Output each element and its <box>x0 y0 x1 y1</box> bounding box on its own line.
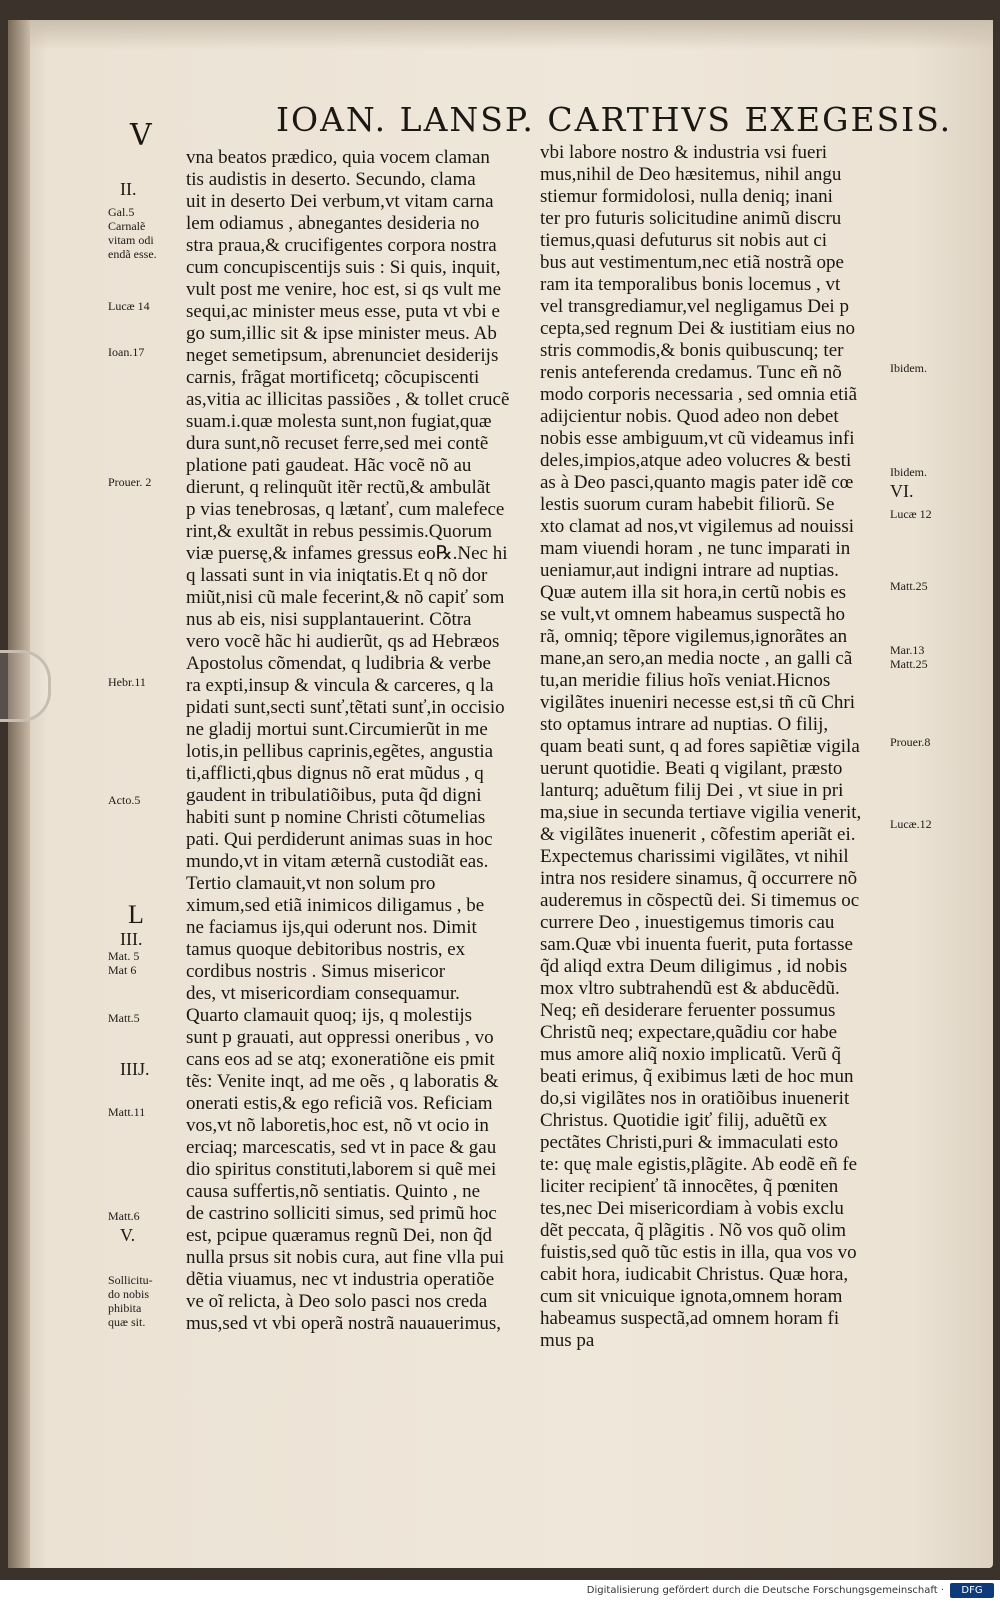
text-line: vos,vt nõ laboretis,hoc est, nõ vt ocio in <box>186 1115 489 1136</box>
text-line: vbi labore nostro & industria vsi fueri <box>540 142 828 163</box>
text-line: renis anteferenda credamus. Tunc eñ nõ <box>540 362 842 383</box>
text-line: Quarto clamauit quoq; ijs, q molestijs <box>186 1005 473 1026</box>
text-line: fuistis,sed quõ tũc estis in illa, qua vos vo <box>540 1242 857 1263</box>
text-line: bus aut vestimentum,nec etiã nostrã ope <box>540 252 844 273</box>
text-line: cans eos ad se atq; exoneratiõne eis pmit <box>186 1049 495 1070</box>
margin-note: Matt.25 <box>890 579 928 593</box>
text-line: des, vt misericordiam consequamur. <box>186 983 460 1004</box>
margin-note: VI. <box>890 481 914 501</box>
text-line: mam viuendi horam , ne tunc imparati in <box>540 538 851 559</box>
text-line: carnis, frãgat mortificetq; cõcupiscenti <box>186 367 480 388</box>
text-line: vna beatos prædico, quia vocem claman <box>186 147 490 168</box>
text-line: vult post me venire, hoc est, si qs vult me <box>186 279 502 300</box>
footer-bar <box>0 1580 1000 1602</box>
text-line: platione pati gaudeat. Hãc vocẽ nõ au <box>186 455 472 476</box>
text-line: Neq; eñ desiderare feruenter possumus <box>540 1000 836 1021</box>
text-line: dura sunt,nõ recuset ferre,sed mei contẽ <box>186 433 489 454</box>
funding-note: Digitalisierung gefördert durch die Deutsche Forschungsgemeinschaft · <box>586 1585 944 1596</box>
text-line: cordibus nostris . Simus misericor <box>186 961 446 982</box>
text-line: gaudent in tribulatiõibus, puta q̃d digni <box>186 785 482 806</box>
text-line: stiemur formidolosi, nulla deniq; inani <box>540 186 833 207</box>
text-line: Tertio clamauit,vt non solum pro <box>186 873 436 894</box>
text-line: habeamus suspectã,ad omnem horam fi <box>540 1308 840 1329</box>
margin-note: Mat. 5 <box>108 949 140 963</box>
text-line: Expectemus charissimi vigilãtes, vt nihil <box>540 846 849 867</box>
text-line: Christũ neq; expectare,quãdiu cor habe <box>540 1022 838 1043</box>
text-line: tiemus,quasi defuturus sit nobis aut ci <box>540 230 828 251</box>
text-line: tu,an meridie filius hoĩs veniat.Hicnos <box>540 670 831 691</box>
text-line: Christus. Quotidie igiť filij, aduẽtũ ex <box>540 1110 828 1131</box>
text-line: Quæ autem illa sit hora,in certũ nobis es <box>540 582 847 603</box>
text-line: liciter recipienť tã innocẽtes, q̃ pœniten <box>540 1176 839 1197</box>
text-line: stris commodis,& bonis quibuscunq; ter <box>540 340 844 361</box>
text-line: ueniamur,aut indigni intrare ad nuptias. <box>540 560 839 581</box>
margin-note: Hebr.11 <box>108 675 146 689</box>
text-line: habiti sunt p nomine Christi cõtumelias <box>186 807 486 828</box>
running-title: IOAN. LANSP. CARTHVS EXEGESIS. <box>276 100 953 139</box>
text-line: ram ita temporalibus bonis locemus , vt <box>540 274 841 295</box>
text-column-left <box>186 147 522 1335</box>
text-line: suam.i.quæ molesta sunt,non fugiat,quæ <box>186 411 492 432</box>
margin-note: Matt.11 <box>108 1105 146 1119</box>
text-line: modo corporis necessaria , sed omnia etiã <box>540 384 858 405</box>
text-line: deles,impios,atque adeo volucres & besti <box>540 450 852 471</box>
text-line: rã, omniq; tẽpore vigilemus,ignorãtes an <box>540 626 848 647</box>
text-line: tẽs: Venite inqt, ad me oẽs , q laboratis & <box>186 1071 499 1092</box>
margin-note: Matt.5 <box>108 1011 140 1025</box>
text-line: adijcientur nobis. Quod adeo non debet <box>540 406 839 427</box>
text-line: dẽt peccata, q̃ plãgitis . Nõ vos quõ olim <box>540 1220 847 1241</box>
margin-note: Mat 6 <box>108 963 137 977</box>
margin-note: Acto.5 <box>108 793 141 807</box>
text-line: sunt p grauati, aut oppressi oneribus , vo <box>186 1027 494 1048</box>
text-line: se vult,vt omnem habeamus suspectã ho <box>540 604 845 625</box>
dfg-logo: DFG <box>950 1583 994 1598</box>
margin-note: III. <box>120 929 143 949</box>
text-line: p vias tenebrosas, q lætanť, cum malefece <box>186 499 505 520</box>
text-line: lanturq; aduẽtum filij Dei , vt siue in pri <box>540 780 844 801</box>
page-gutter <box>8 20 30 1568</box>
margin-note: Prouer.8 <box>890 735 931 749</box>
margin-note: Matt.25 <box>890 657 928 671</box>
margin-note: quæ sit. <box>108 1315 146 1329</box>
text-line: currere Deo , inuestigemus timoris cau <box>540 912 835 933</box>
margin-note: Gal.5 <box>108 205 135 219</box>
text-line: lotis,in pellibus caprinis,egẽtes, angustia <box>186 741 494 762</box>
text-line: sto optamus intrare ad nuptias. O filij, <box>540 714 829 735</box>
text-line: lem odiamus , abnegantes desideria no <box>186 213 480 234</box>
margin-note: Carnalẽ <box>108 219 146 233</box>
text-line: q lassati sunt in via iniqtatis.Et q nõ dor <box>186 565 488 586</box>
text-line: ximum,sed etiã inimicos diligamus , be <box>186 895 485 916</box>
margin-note: Lucæ 14 <box>108 299 150 313</box>
margin-note: Sollicitu- <box>108 1273 153 1287</box>
text-line: ra expti,insup & vincula & carceres, q la <box>186 675 494 696</box>
text-line: mus pa <box>540 1330 595 1351</box>
text-line: as,vitia ac illicitas passiões , & tollet crucẽ <box>186 389 510 410</box>
text-line: do,si vigilãtes nos in oratiõibus inuenerit <box>540 1088 850 1109</box>
text-line: nus ab eis, nisi supplantauerint. Cõtra <box>186 609 472 630</box>
text-line: ti,afflicti,qbus dignus nõ erat mũdus , q <box>186 763 484 784</box>
margin-note: IIIJ. <box>120 1059 150 1079</box>
text-line: uerunt quotidie. Beati q vigilant, præsto <box>540 758 843 779</box>
text-column-right <box>540 142 880 1352</box>
text-line: nobis esse ambiguum,vt cũ videamus infi <box>540 428 855 449</box>
text-line: auderemus in cõspectũ dei. Si timemus oc <box>540 890 860 911</box>
text-line: mus,nihil de Deo hæsitemus, nihil angu <box>540 164 842 185</box>
text-line: mox vltro subtrahendũ est & abducẽdũ. <box>540 978 840 999</box>
text-line: erciaq; marcescatis, sed vt in pace & gau <box>186 1137 497 1158</box>
signature-mark: V <box>130 118 153 153</box>
text-line: cabit hora, iudicabit Christus. Quæ hora, <box>540 1264 849 1285</box>
text-line: tamus quoque debitoribus nostris, ex <box>186 939 466 960</box>
text-line: mane,an sero,an media nocte , an galli cã <box>540 648 853 669</box>
text-line: pectãtes Christi,puri & immaculati esto <box>540 1132 839 1153</box>
margin-note: Lucæ.12 <box>890 817 932 831</box>
text-line: ne faciamus ijs,qui oderunt nos. Dimit <box>186 917 477 938</box>
margin-note: Lucæ 12 <box>890 507 932 521</box>
margin-note: Prouer. 2 <box>108 475 152 489</box>
text-line: beati erimus, q̃ exibimus læti de hoc mun <box>540 1066 854 1087</box>
text-line: vel transgrediamur,vel negligamus Dei p <box>540 296 849 317</box>
text-line: ter pro futuris solicitudine animũ discru <box>540 208 842 229</box>
text-line: mus amore aliq̃ noxio implicatũ. Verũ q̃ <box>540 1044 841 1065</box>
text-line: rint,& exultãt in rebus pessimis.Quorum <box>186 521 493 542</box>
text-line: dio spiritus constituti,laborem si quẽ mei <box>186 1159 497 1180</box>
margin-note: Ioan.17 <box>108 345 145 359</box>
text-line: miũt,nisi cũ male fecerint,& nõ capiť som <box>186 587 505 608</box>
text-line: uit in deserto Dei verbum,vt vitam carna <box>186 191 494 212</box>
text-line: dẽtia viuamus, nec vt industria operatiõe <box>186 1269 495 1290</box>
text-line: Apostolus cõmendat, q ludibria & verbe <box>186 653 491 674</box>
text-line: intra nos residere sinamus, q̃ occurrere nõ <box>540 868 858 889</box>
text-line: ve oĩ relicta, à Deo solo pasci nos creda <box>186 1291 488 1312</box>
margin-note: L <box>128 900 144 929</box>
margin-note: II. <box>120 179 137 199</box>
margin-note: do nobis <box>108 1287 150 1301</box>
text-line: as à Deo pasci,quanto magis pater idẽ cœ <box>540 472 854 493</box>
text-line: cum concupiscentijs suis : Si quis, inquit, <box>186 257 501 278</box>
margin-note: Ibidem. <box>890 465 927 479</box>
text-line: neget semetipsum, abrenunciet desiderijs <box>186 345 499 366</box>
text-line: quam beati sunt, q ad fores sapiẽtiæ vigila <box>540 736 860 757</box>
text-line: vero vocẽ hãc hi audierũt, qs ad Hebræos <box>186 631 500 652</box>
margin-note: Mar.13 <box>890 643 925 657</box>
text-line: causa suffertis,nõ sentiatis. Quinto , ne <box>186 1181 481 1202</box>
margin-note: Ibidem. <box>890 361 927 375</box>
text-line: dierunt, q relinquũt itẽr rectũ,& ambulãt <box>186 477 491 498</box>
text-line: de castrino solliciti simus, sed primũ hoc <box>186 1203 497 1224</box>
text-line: te: quę male egistis,plãgite. Ab eodẽ eñ fe <box>540 1154 858 1175</box>
text-line: est, pcipue quæramus regnũ Dei, non q̃d <box>186 1225 493 1246</box>
margin-note: Matt.6 <box>108 1209 140 1223</box>
text-line: mundo,vt in vitam æternã custodiãt eas. <box>186 851 489 872</box>
margin-note: endã esse. <box>108 247 157 261</box>
margin-note: V. <box>120 1225 136 1245</box>
text-line: stra praua,& crucifigentes corpora nostra <box>186 235 497 256</box>
text-line: & vigilãtes inuenerit , cõfestim aperiãt ei. <box>540 824 856 845</box>
text-line: viæ puersę,& infames gressus eo℞.Nec hi <box>186 543 508 564</box>
text-line: pidati sunt,secti sunť,tẽtati sunť,in occisio <box>186 697 505 718</box>
text-line: ne gladij mortui sunt.Circumierũt in me <box>186 719 488 740</box>
text-line: cum sit vnicuique ignota,omnem horam <box>540 1286 843 1307</box>
text-line: onerati estis,& ego reficiã vos. Reficiam <box>186 1093 493 1114</box>
text-line: lestis suorum curam habebit filiorũ. Se <box>540 494 835 515</box>
text-line: pati. Qui perdiderunt animas suas in hoc <box>186 829 493 850</box>
text-line: q̃d aliqd extra Deum diligimus , id nobis <box>540 956 848 977</box>
text-line: sequi,ac minister meus esse, puta vt vbi e <box>186 301 500 322</box>
text-line: cepta,sed regnum Dei & iustitiam eius no <box>540 318 856 339</box>
margin-note: phibita <box>108 1301 142 1315</box>
text-line: ma,siue in secunda tertiave vigilia venerit, <box>540 802 862 823</box>
text-line: vigilãtes inueniri necesse est,si tñ cũ Chri <box>540 692 856 713</box>
text-line: tes,nec Dei misericordiam à vobis exclu <box>540 1198 844 1219</box>
text-line: nulla prsus sit nobis cura, aut fine vlla pui <box>186 1247 505 1268</box>
text-line: go sum,illic sit & ipse minister meus. Ab <box>186 323 497 344</box>
text-line: tis audistis in deserto. Secundo, clama <box>186 169 476 190</box>
margin-note: vitam odi <box>108 233 154 247</box>
text-line: xto clamat ad nos,vt vigilemus ad nouissi <box>540 516 854 537</box>
page-clip <box>0 650 51 722</box>
text-line: mus,sed vt vbi operã nostrã nauauerimus, <box>186 1313 502 1334</box>
text-line: sam.Quæ vbi inuenta fuerit, puta fortasse <box>540 934 853 955</box>
